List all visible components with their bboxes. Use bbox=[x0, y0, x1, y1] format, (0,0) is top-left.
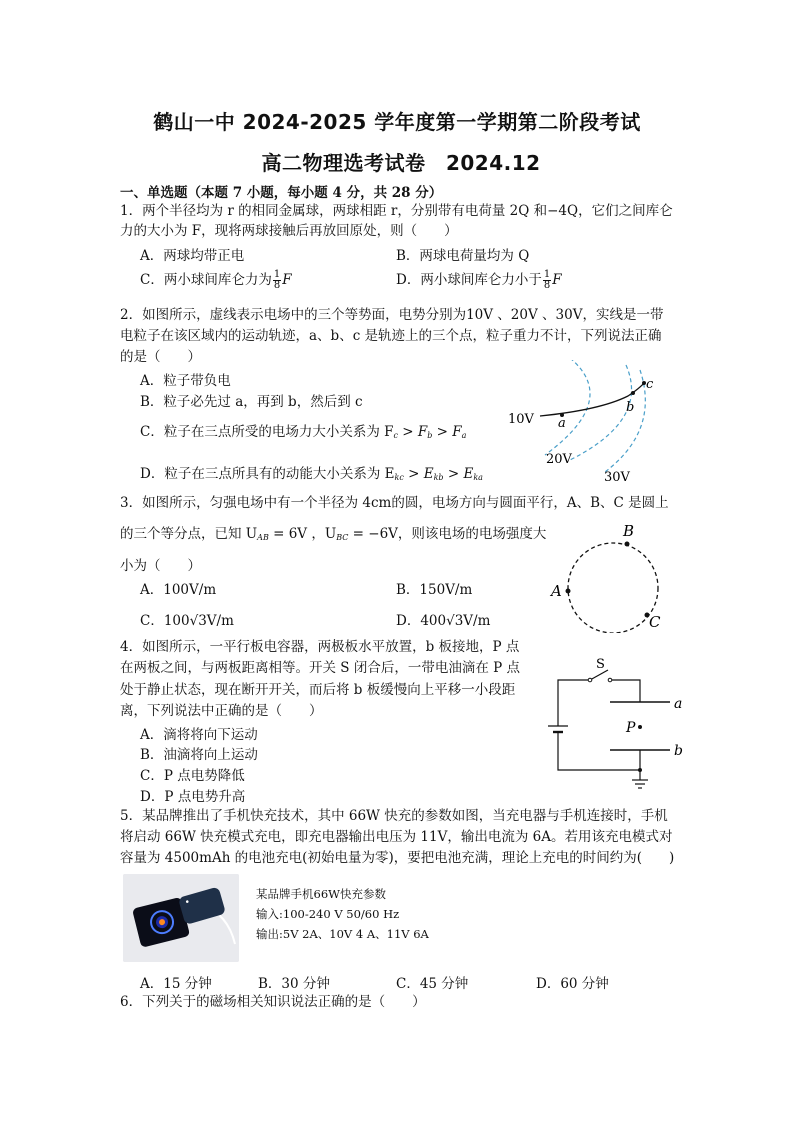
label-20v: 20V bbox=[546, 452, 572, 467]
q1-option-c-text: C．两小球间库仑力为 bbox=[140, 272, 272, 288]
point-b bbox=[631, 391, 635, 395]
q1-option-c: C．两小球间库仑力为 $\frac{1}{8}$ F bbox=[140, 269, 292, 291]
q5-option-b: B．30 分钟 bbox=[258, 976, 330, 992]
q4-option-c: C．P 点电势降低 bbox=[140, 768, 245, 784]
q4-option-a: A．滴将将向下运动 bbox=[140, 727, 258, 743]
point-b bbox=[625, 542, 630, 547]
q4-line4: 离，下列说法中正确的是（ ） bbox=[120, 703, 323, 719]
label-s: S bbox=[596, 657, 605, 672]
q2-option-c-text: C．粒子在三点所受的电场力大小关系为 F bbox=[140, 424, 394, 440]
q2-option-d-text: D．粒子在三点所具有的动能大小关系为 E bbox=[140, 466, 395, 482]
q6-line1: 6．下列关于的磁场相关知识说法正确的是（ ） bbox=[120, 994, 426, 1010]
q3-option-d: D．400√3V/m bbox=[396, 613, 491, 629]
q2-option-d: D．粒子在三点所具有的动能大小关系为 $E_{kc} > E_{kb} > E_{ka}$ bbox=[140, 466, 483, 482]
charge-info-title: 某品牌手机66W快充参数 bbox=[256, 887, 386, 901]
q1-option-b: B．两球电荷量均为 Q bbox=[396, 248, 530, 264]
fraction: $\frac{1}{8}$ bbox=[543, 269, 551, 291]
label-b: b bbox=[674, 743, 683, 759]
q4-option-b: B．油滴将向上运动 bbox=[140, 747, 258, 763]
charge-info-output: 输出:5V 2A、10V 4 A、11V 6A bbox=[256, 927, 429, 941]
q5-option-c: C．45 分钟 bbox=[396, 976, 469, 992]
q3-line3: 小为（ ） bbox=[120, 558, 201, 574]
circle-diagram bbox=[545, 518, 675, 633]
exam-title: 鹤山一中 2024-2025 学年度第一学期第二阶段考试 bbox=[153, 110, 641, 134]
q1-line2: 力的大小为 F，现将两球接触后再放回原处，则（ ） bbox=[120, 223, 458, 239]
dashed-circle bbox=[568, 543, 658, 633]
equipotential-20v bbox=[570, 365, 635, 460]
charge-info-input: 输入:100-240 V 50/60 Hz bbox=[256, 907, 400, 921]
q4-line3: 处于静止状态，现在断开开关，而后将 b 板缓慢向上平移一小段距 bbox=[120, 682, 516, 698]
q4-line2: 在两板之间，与两板距离相等。开关 S 闭合后，一带电油滴在 P 点 bbox=[120, 660, 520, 676]
equipotential-diagram bbox=[500, 360, 690, 485]
label-10v: 10V bbox=[508, 412, 534, 427]
q5-line2: 将启动 66W 快充模式充电，即充电器输出电压为 11V，输出电流为 6A。若用该充电模式对 bbox=[120, 829, 673, 845]
fraction: $\frac{1}{8}$ bbox=[273, 269, 281, 291]
equipotential-10v bbox=[545, 360, 590, 455]
label-30v: 30V bbox=[604, 470, 630, 485]
q1-option-d-text: D．两小球间库仑力小于 bbox=[396, 272, 542, 288]
q2-line1: 2．如图所示，虚线表示电场中的三个等势面，电势分别为10V 、20V 、30V，实线是一带 bbox=[120, 307, 664, 323]
label-p: P bbox=[626, 720, 636, 736]
q2-line3: 的是（ ） bbox=[120, 349, 201, 365]
q3-line1: 3．如图所示，匀强电场中有一个半径为 4cm的圆，电场方向与圆面平行，A、B、C 是圆上 bbox=[120, 495, 669, 511]
exam-subtitle: 高二物理选考试卷 2024.12 bbox=[261, 151, 541, 175]
q1-option-d: D．两小球间库仑力小于 $\frac{1}{8}$ F bbox=[396, 269, 562, 291]
q3-line2: 的三个等分点，已知 $U_{AB} = 6V$ ，$U_{BC} = -6V$，则该电场的电场强度大 bbox=[120, 526, 547, 542]
q3-option-a: A．100V/m bbox=[140, 582, 217, 598]
point-a bbox=[566, 589, 571, 594]
section-heading: 一、单选题（本题 7 小题，每小题 4 分，共 28 分） bbox=[120, 185, 443, 201]
q4-line1: 4．如图所示，一平行板电容器，两极板水平放置，b 板接地，P 点 bbox=[120, 639, 520, 655]
label-b: B bbox=[623, 522, 635, 540]
q5-option-a: A．15 分钟 bbox=[140, 976, 212, 992]
label-a: a bbox=[674, 696, 683, 712]
q3-option-c: C．100√3V/m bbox=[140, 613, 234, 629]
q5-line1: 5．某品牌推出了手机快充技术，其中 66W 快充的参数如图，当充电器与手机连接时，手机 bbox=[120, 808, 668, 824]
label-a: a bbox=[558, 416, 566, 431]
label-c: C bbox=[649, 613, 661, 631]
q3-option-b: B．150V/m bbox=[396, 582, 473, 598]
q1-option-a: A．两球均带正电 bbox=[140, 248, 245, 264]
q2-option-b: B．粒子必先过 a，再到 b，然后到 c bbox=[140, 394, 363, 410]
q2-line2: 电粒子在该区域内的运动轨迹，a、b、c 是轨迹上的三个点，粒子重力不计，下列说法正确 bbox=[120, 328, 662, 344]
q2-option-a: A．粒子带负电 bbox=[140, 373, 231, 389]
q4-option-d: D．P 点电势升高 bbox=[140, 789, 246, 805]
q5-line3: 容量为 4500mAh 的电池充电(初始电量为零)，要把电池充满，理论上充电的时间约为( ) bbox=[120, 850, 675, 866]
label-a: A bbox=[551, 582, 562, 600]
label-c: c bbox=[646, 377, 654, 392]
phone-charger-photo bbox=[123, 874, 239, 962]
q2-option-c: C．粒子在三点所受的电场力大小关系为 $F_c > F_b > F_a$ bbox=[140, 424, 467, 440]
label-b: b bbox=[626, 400, 635, 415]
q1-line1: 1．两个半径均为 r 的相同金属球，两球相距 r，分别带有电荷量 2Q 和−4Q，它们之间库仑 bbox=[120, 203, 673, 219]
equipotential-30v bbox=[605, 370, 645, 472]
point-p bbox=[638, 725, 642, 729]
q5-option-d: D．60 分钟 bbox=[536, 976, 609, 992]
capacitor-circuit-diagram bbox=[540, 652, 690, 797]
